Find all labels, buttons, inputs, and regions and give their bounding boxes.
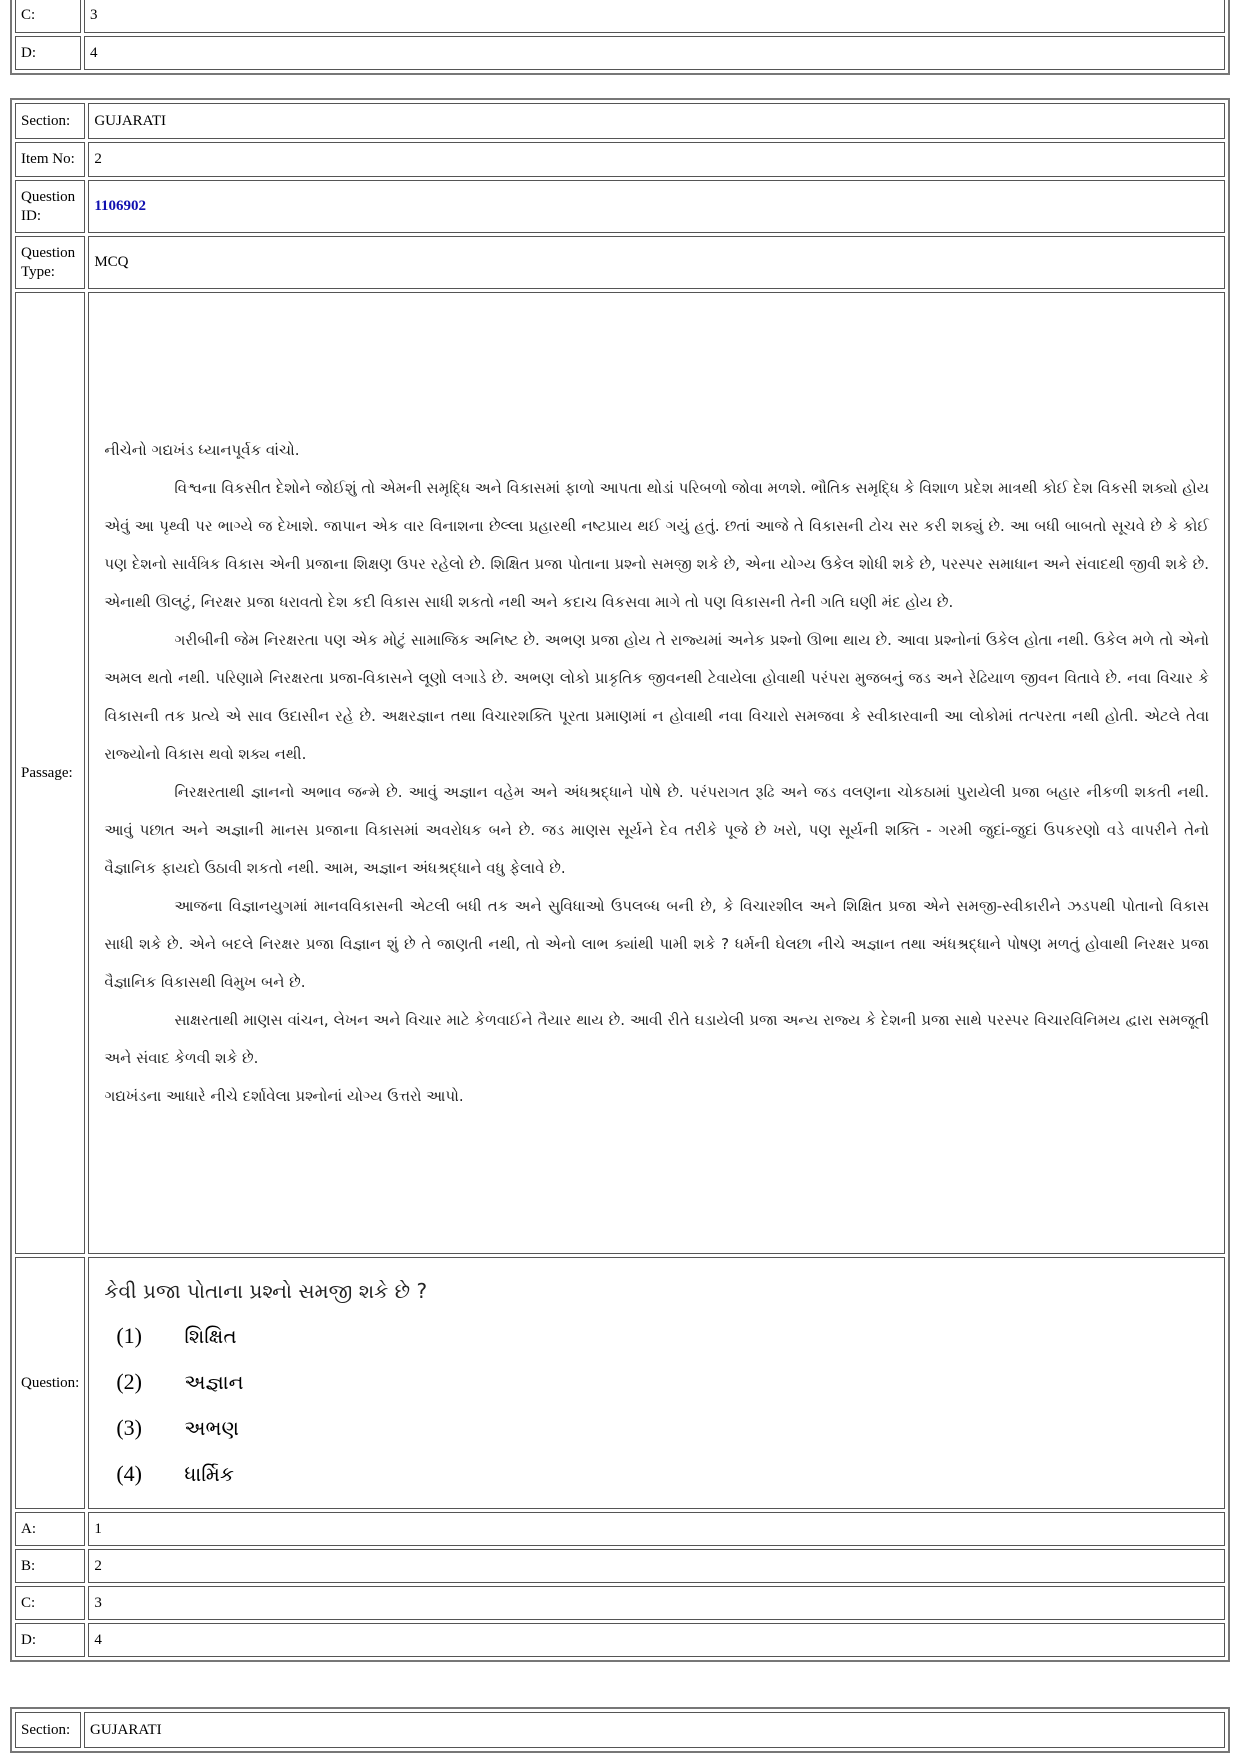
section-value: GUJARATI [88, 103, 1225, 139]
passage-paragraph: આજના વિજ્ઞાનયુગમાં માનવવિકાસની એટલી બધી તક અને સુવિધાઓ ઉપલબ્ધ બની છે, કે વિચારશીલ અને શિક્ષિત પ્રજા એને સમજી-સ્વીકારીને ઝડપથી પોતાનો વિકાસ સાધી શકે છે. એને બદલે નિરક્ષર પ્રજા વિજ્ઞાન શું છે તે જાણતી નથી, તો એનો લાભ ક્યાંથી પામી શકે ? ધર્મની ઘેલછા નીચે અજ્ઞાન તથા અંધશ્રદ્ધાને પોષણ મળતું હોવાથી નિરક્ષર પ્રજા વૈજ્ઞાનિક વિકાસથી વિમુખ બને છે. [104, 897, 1209, 991]
passage-paragraph: સાક્ષરતાથી માણસ વાંચન, લેખન અને વિચાર માટે કેળવાઈને તૈયાર થાય છે. આવી રીતે ઘડાયેલી પ્રજા અન્ય રાજ્ય કે દેશની પ્રજા સાથે પરસ્પર વિચારવિનિમય દ્વારા સમજૂતી અને સંવાદ કેળવી શકે છે. [104, 1011, 1209, 1067]
passage-outro: ગદ્યખંડના આધારે નીચે દર્શાવેલા પ્રશ્નોનાં યોગ્ય ઉત્તરો આપો. [104, 1087, 464, 1105]
answer-a-value: 1 [88, 1512, 1225, 1546]
question-text: કેવી પ્રજા પોતાના પ્રશ્નો સમજી શકે છે ? [104, 1279, 428, 1303]
question-type-label: Question Type: [15, 236, 85, 289]
answer-d-label: D: [15, 1623, 85, 1657]
passage-paragraph: વિશ્વના વિકસીત દેશોને જોઈશું તો એમની સમૃદ્ધિ અને વિકાસમાં ફાળો આપતા થોડાં પરિબળો જોવા મળશે. ભૌતિક સમૃદ્ધિ કે વિશાળ પ્રદેશ માત્રથી કોઈ દેશ વિકસી શક્યો હોય એવું આ પૃથ્વી પર ભાગ્યે જ દેખાશે. જાપાન એક વાર વિનાશના છેલ્લા પ્રહારથી નષ્ટપ્રાય થઈ ગયું હતું. છતાં આજે તે વિકાસની ટોચ સર કરી શક્યું છે. આ બધી બાબતો સૂચવે છે કે કોઈ પણ દેશનો સાર્વત્રિક વિકાસ એની પ્રજાના શિક્ષણ ઉપર રહેલો છે. શિક્ષિત પ્રજા પોતાના પ્રશ્નો સમજી શકે છે, એના યોગ્ય ઉકેલ શોધી શકે છે, પરસ્પર સમાધાન અને સંવાદથી જીવી શકે છે. એનાથી ઊલટું, નિરક્ષર પ્રજા ધરાવતો દેશ કદી વિકાસ સાધી શકતો નથી અને કદાચ વિકસવા માગે તો પણ વિકાસની તેની ગતિ ઘણી મંદ હોય છે. [104, 479, 1209, 611]
passage-paragraph: નિરક્ષરતાથી જ્ઞાનનો અભાવ જન્મે છે. આવું અજ્ઞાન વહેમ અને અંધશ્રદ્ધાને પોષે છે. પરંપરાગત રૂઢિ અને જડ વલણના ચોકઠામાં પુરાયેલી પ્રજા બહાર નીકળી શકતી નથી. આવું પછાત અને અજ્ઞાની માનસ પ્રજાના વિકાસમાં અવરોધક બને છે. જડ માણસ સૂર્યને દેવ તરીકે પૂજે છે ખરો, પણ સૂર્યની શક્તિ - ગરમી જુદાં-જુદાં ઉપકરણો વડે વાપરીને તેનો વૈજ્ઞાનિક ફાયદો ઉઠાવી શકતો નથી. આમ, અજ્ઞાન અંધશ્રદ્ધાને વધુ ફેલાવે છે. [104, 783, 1209, 877]
question-id-label: Question ID: [15, 180, 85, 233]
answer-c-label: C: [15, 1586, 85, 1620]
passage-paragraph: ગરીબીની જેમ નિરક્ષરતા પણ એક મોટું સામાજિક અનિષ્ટ છે. અભણ પ્રજા હોય તે રાજ્યમાં અનેક પ્રશ્નો ઊભા થાય છે. આવા પ્રશ્નોનાં ઉકેલ હોતા નથી. ઉકેલ મળે તો એનો અમલ થતો નથી. પરિણામે નિરક્ષરતા પ્રજા-વિકાસને લૂણો લગાડે છે. અભણ લોકો પ્રાકૃતિક જીવનથી ટેવાયેલા હોવાથી પરંપરા મુજબનું જડ અને રેઢિયાળ જીવન વિતાવે છે. નવા વિચાર કે વિકાસની તક પ્રત્યે એ સાવ ઉદાસીન રહે છે. અક્ષરજ્ઞાન તથા વિચારશક્તિ પૂરતા પ્રમાણમાં ન હોવાથી નવા વિચારો સમજવા કે સ્વીકારવાની આ લોકોમાં તત્પરતા નથી હોતી. એટલે તેવા રાજ્યોનો વિકાસ થવો શક્ય નથી. [104, 631, 1209, 763]
next-item-table [10, 1707, 1230, 1753]
prev-item-table [10, 0, 1230, 75]
passage-intro: નીચેનો ગદ્યખંડ ધ્યાનપૂર્વક વાંચો. [104, 441, 300, 459]
next-section-value: GUJARATI [84, 1712, 1225, 1748]
option-number: (3) [116, 1415, 142, 1440]
answer-c-value: 3 [88, 1586, 1225, 1620]
item-no-value: 2 [88, 142, 1225, 177]
option-text: શિક્ષિત [184, 1324, 237, 1348]
option-text: ધાર્મિક [184, 1462, 235, 1486]
option-d-label: D: [15, 36, 81, 70]
option-c-label: C: [15, 0, 81, 33]
question-body [88, 1257, 1225, 1509]
option-item [104, 1313, 1209, 1359]
option-text: અજ્ઞાન [184, 1370, 244, 1394]
answer-b-value: 2 [88, 1549, 1225, 1583]
answer-b-label: B: [15, 1549, 85, 1583]
passage-label: Passage: [15, 292, 85, 1254]
passage-body [88, 292, 1225, 1254]
option-number: (1) [116, 1323, 142, 1348]
question-id-link[interactable]: 1106902 [94, 198, 147, 214]
item-no-label: Item No: [15, 142, 85, 177]
option-item [104, 1451, 1209, 1497]
question-type-value: MCQ [88, 236, 1225, 289]
option-item [104, 1359, 1209, 1405]
option-d-value: 4 [84, 36, 1225, 70]
answer-a-label: A: [15, 1512, 85, 1546]
option-c-value: 3 [84, 0, 1225, 33]
option-number: (2) [116, 1369, 142, 1394]
option-item [104, 1405, 1209, 1451]
section-label: Section: [15, 103, 85, 139]
option-number: (4) [116, 1461, 142, 1486]
answer-d-value: 4 [88, 1623, 1225, 1657]
option-text: અભણ [184, 1416, 239, 1440]
question-item-table [10, 98, 1230, 1662]
next-section-label: Section: [15, 1712, 81, 1748]
question-label: Question: [15, 1257, 85, 1509]
